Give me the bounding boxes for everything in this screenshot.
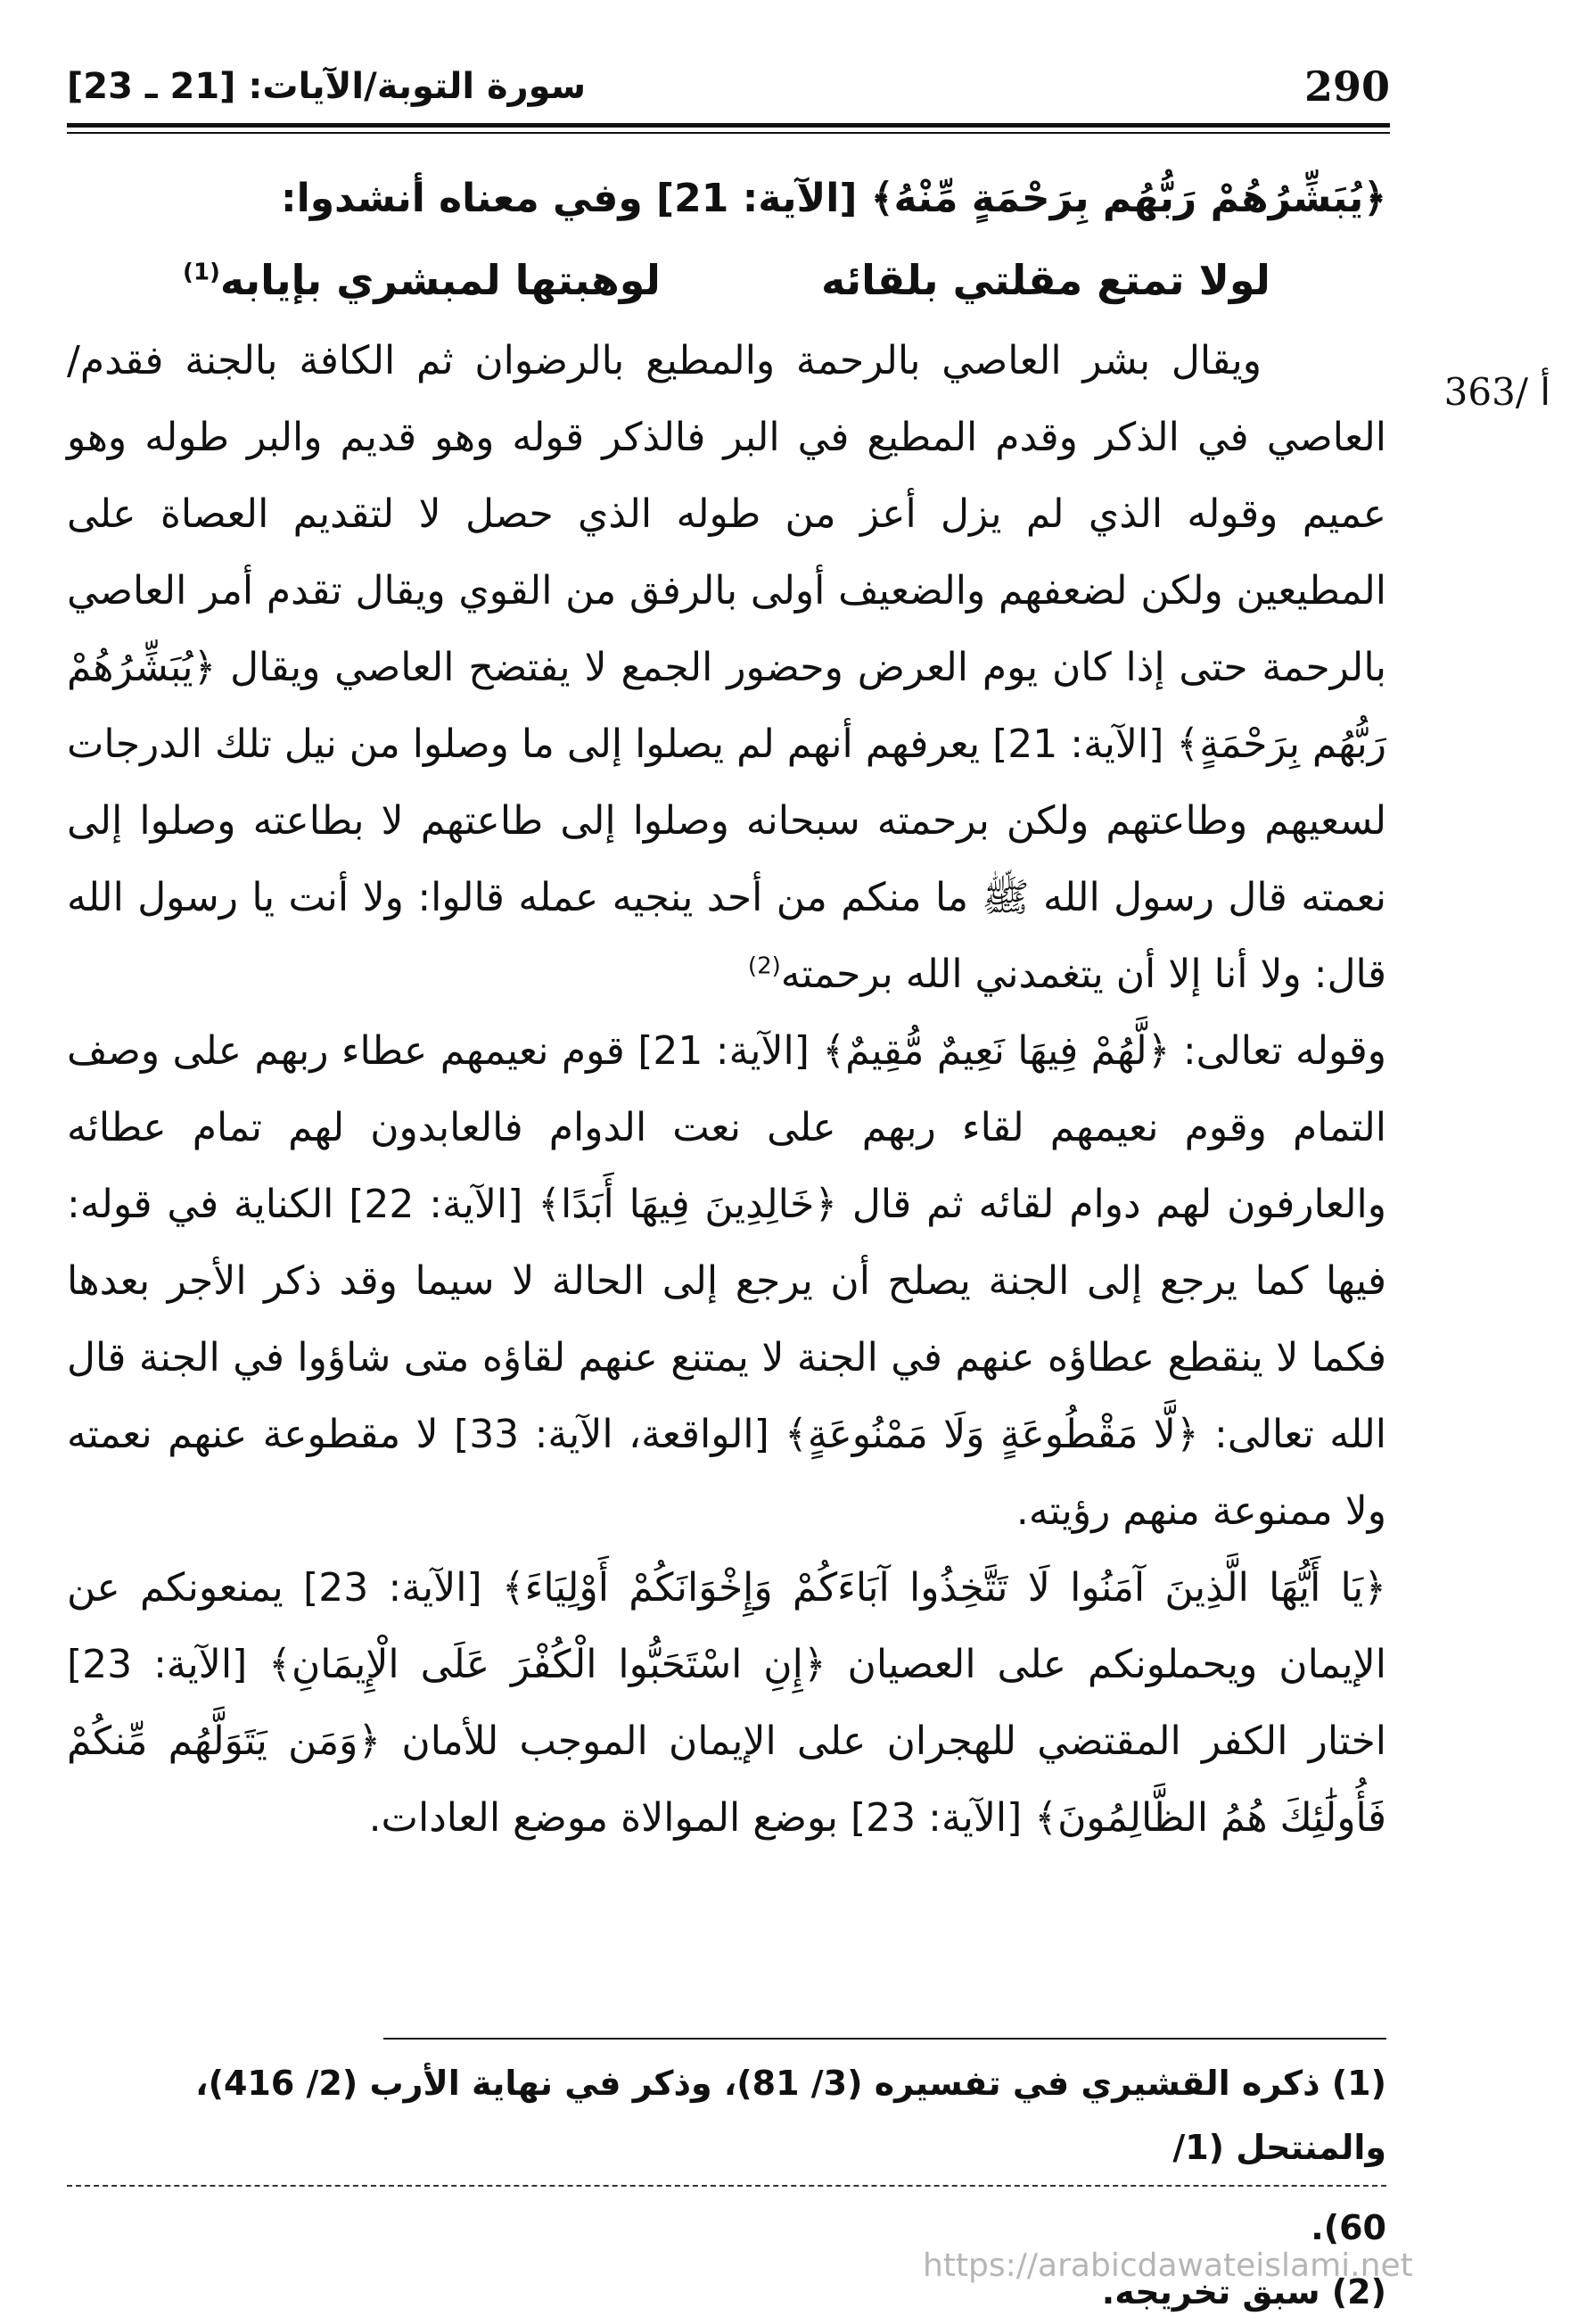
page-header	[67, 55, 1390, 118]
manuscript-folio-marker: 363/ أ	[1443, 370, 1550, 414]
poem-hemistich-left-text: لوهبتها لمبشري بإيابه	[219, 256, 661, 304]
paragraph-2: وقوله تعالى: ﴿لَّهُمْ فِيهَا نَعِيمٌ مُّقِيمٌ﴾ [الآية: 21] قوم نعيمهم عطاء ربهم على وصف التمام وقوم نعيمهم لقاء ربهم على نعت الدوام فالعابدون لهم تمام عطائه والعارفون لهم دوام لقائه ثم قال ﴿خَالِدِينَ فِيهَا أَبَدًا﴾ [الآية: 22] الكناية في قوله: فيها كما يرجع إلى الجنة يصلح أن يرجع إلى الحالة لا سيما وقد ذكر الأجر بعدها فكما لا ينقطع عطاؤه عنهم في الجنة لا يمتنع عنهم لقاؤه متى شاؤوا في الجنة قال الله تعالى: ﴿لَّا مَقْطُوعَةٍ وَلَا مَمْنُوعَةٍ﴾ [الواقعة، الآية: 33] لا مقطوعة عنهم نعمته ولا ممنوعة منهم رؤيته.	[67, 1028, 1386, 1534]
poem-verse	[103, 237, 1351, 323]
intro-line: ﴿يُبَشِّرُهُمْ رَبُّهُم بِرَحْمَةٍ مِّنْهُ﴾ [الآية: 21] وفي معناه أنشدوا:	[281, 176, 1386, 221]
paragraph-1-text: ويقال بشر العاصي بالرحمة والمطيع بالرضوان ثم الكافة بالجنة فقدم/ العاصي في الذكر وقدم المطيع في البر فالذكر قوله وهو قديم والبر طوله وهو عميم وقوله الذي لم يزل أعز من طوله الذي حصل لا لتقديم العصاة على المطيعين ولكن لضعفهم والضعيف أولى بالرفق من القوي ويقال تقدم أمر العاصي بالرحمة حتى إذا كان يوم العرض وحضور الجمع لا يفتضح العاصي ويقال ﴿يُبَشِّرُهُمْ رَبُّهُم بِرَحْمَةٍ﴾ [الآية: 21] يعرفهم أنهم لم يصلوا إلى ما وصلوا من نيل تلك الدرجات لسعيهم وطاعتهم ولكن برحمته سبحانه وصلوا إلى طاعتهم لا بطاعته وصلوا إلى نعمته قال رسول الله ﷺ ما منكم من أحد ينجيه عمله قالوا: ولا أنت يا رسول الله قال: ولا أنا إلا أن يتغمدني الله برحمته	[67, 338, 1386, 997]
header-rule-thick	[67, 123, 1390, 128]
footnote-separator	[383, 2038, 1386, 2040]
footnote-ref-1: (1)	[183, 259, 220, 286]
footnote-2: (2) سبق تخريجه.	[1101, 2272, 1386, 2312]
main-text	[67, 161, 1386, 1857]
poem-hemistich-left	[183, 237, 661, 323]
watermark: https://arabicdawateislami.net	[923, 2247, 1413, 2284]
paragraph-3: ﴿يَا أَيُّهَا الَّذِينَ آمَنُوا لَا تَتَّخِذُوا آبَاءَكُمْ وَإِخْوَانَكُمْ أَوْلِيَاءَ﴾ [الآية: 23] يمنعونكم عن الإيمان ويحملونكم على العصيان ﴿إِنِ اسْتَحَبُّوا الْكُفْرَ عَلَى الْإِيمَانِ﴾ [الآية: 23] اختار الكفر المقتضي للهجران على الإيمان الموجب للأمان ﴿وَمَن يَتَوَلَّهُم مِّنكُمْ فَأُولَٰئِكَ هُمُ الظَّالِمُونَ﴾ [الآية: 23] بوضع الموالاة موضع العادات.	[67, 1565, 1386, 1841]
footnote-1-continued: 60).	[1311, 2208, 1386, 2247]
paragraph-1	[67, 323, 1386, 1013]
page-number: 290	[1303, 62, 1390, 111]
poem-hemistich-right: لولا تمتع مقلتي بلقائه	[820, 256, 1270, 304]
header-rule-thin	[67, 132, 1390, 134]
footnote-ref-2: (2)	[747, 952, 781, 980]
running-head: سورة التوبة/الآيات: [21 ـ 23]	[67, 66, 587, 107]
footnote-dashed-rule	[67, 2185, 1386, 2187]
footnote-1: (1) ذكره القشيري في تفسيره (3/ 81)، وذكر في نهاية الأرب (2/ 416)، والمنتحل (1/	[195, 2064, 1386, 2167]
